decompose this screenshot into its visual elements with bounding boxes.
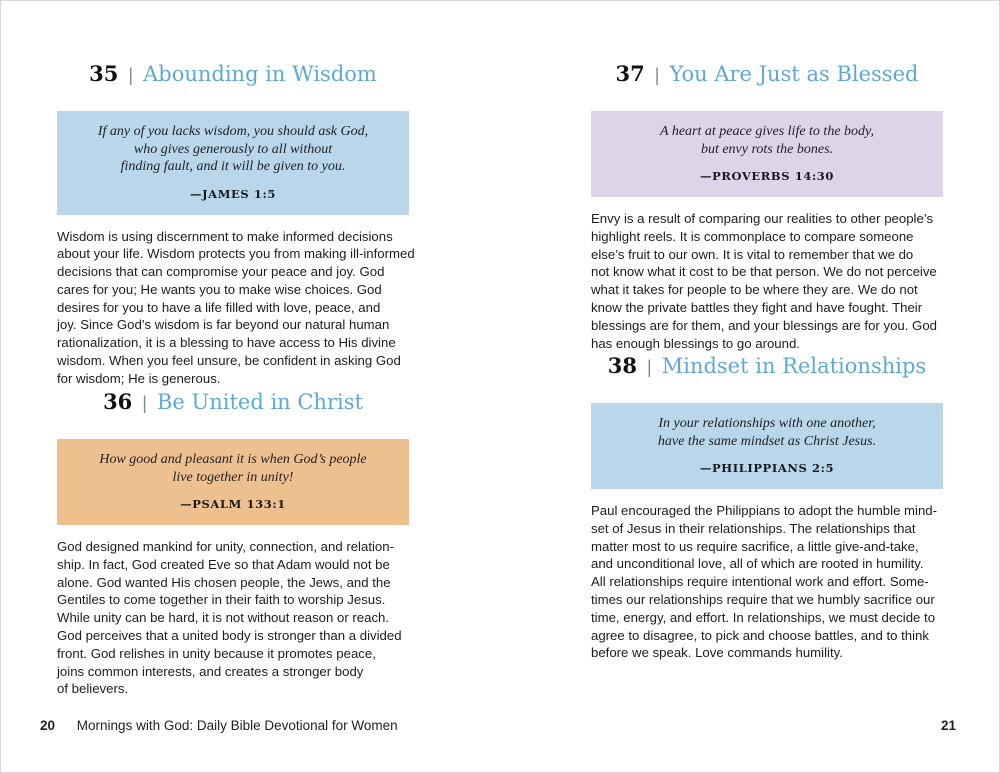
body-line: Envy is a result of comparing our realities to other people’s xyxy=(591,211,934,226)
body-line: has enough blessings to go around. xyxy=(591,335,800,351)
devotion-heading xyxy=(591,353,943,387)
body-line: decisions that can compromise your peace and joy. God xyxy=(57,264,385,280)
body-line: front. God relishes in unity because it promotes peace, xyxy=(57,645,376,661)
body-line: joy. Since God’s wisdom is far beyond our natural human xyxy=(57,317,390,333)
scripture-reference: —PHILIPPIANS 2:5 xyxy=(699,461,835,475)
scripture-box xyxy=(57,439,409,525)
heading-separator: | xyxy=(654,65,660,85)
scripture-reference: —PROVERBS 14:30 xyxy=(699,169,835,183)
heading-separator: | xyxy=(142,393,147,413)
devotion-number: 37 xyxy=(615,61,645,86)
page-number: 20 xyxy=(40,718,56,733)
footer-left xyxy=(40,718,398,733)
devotion-body xyxy=(57,228,415,388)
quote-line: If any of you lacks wisdom, you should ask God, xyxy=(97,124,369,139)
scripture-quote xyxy=(77,123,389,176)
devotion-number: 36 xyxy=(103,389,133,414)
body-line: matter most to us require sacrifice, a little give-and-take, xyxy=(591,538,919,554)
scripture-quote xyxy=(611,123,923,158)
body-line: ship. In fact, God created Eve so that Adam would not be xyxy=(57,556,390,572)
quote-line: have the same mindset as Christ Jesus. xyxy=(657,433,877,449)
devotion-36 xyxy=(57,389,409,698)
devotion-heading xyxy=(591,61,943,95)
body-line: Paul encouraged the Philippians to adopt the humble mind- xyxy=(591,503,938,518)
devotion-body xyxy=(591,210,943,352)
quote-line: finding fault, and it will be given to you. xyxy=(120,159,346,174)
body-line: and unconditional love, all of which are rooted in humility. xyxy=(591,556,924,572)
body-line: times our relationships require that we humbly sacrifice our xyxy=(591,591,935,607)
body-line: While unity can be hard, it is not without reason or reach. xyxy=(57,610,390,626)
scripture-box xyxy=(591,403,943,489)
body-line: alone. God wanted His chosen people, the Jews, and the xyxy=(57,574,391,590)
scripture-quote xyxy=(77,451,389,486)
body-line: desires for you to have a life filled with love, peace, and xyxy=(57,299,381,315)
body-line: about your life. Wisdom protects you from making ill-informed xyxy=(57,246,415,262)
devotion-number: 35 xyxy=(89,61,119,86)
body-line: time, energy, and effort. In relationships, we must decide to xyxy=(591,609,936,625)
body-line: of believers. xyxy=(57,681,129,697)
scripture-reference: —PSALM 133:1 xyxy=(180,497,286,511)
body-line: rationalization, it is a blessing to have access to His divine xyxy=(57,335,396,351)
body-line: All relationships require intentional work and effort. Some- xyxy=(591,574,929,590)
scripture-quote xyxy=(611,415,923,450)
body-line: for wisdom; He is generous. xyxy=(57,370,221,386)
devotion-heading xyxy=(57,61,409,95)
body-line: blessings are for them, and your blessings are for you. God xyxy=(591,317,937,333)
body-line: joins common interests, and creates a stronger body xyxy=(57,663,364,679)
body-line: wisdom. When you feel unsure, be confident in asking God xyxy=(57,353,401,369)
quote-line: A heart at peace gives life to the body, xyxy=(660,124,874,139)
heading-separator: | xyxy=(647,357,652,377)
devotion-heading xyxy=(57,389,409,423)
body-line: highlight reels. It is commonplace to compare someone xyxy=(591,228,914,244)
devotion-title: Abounding in Wisdom xyxy=(143,62,377,86)
quote-line: who gives generously to all without xyxy=(133,141,333,157)
body-line: set of Jesus in their relationships. The relationships that xyxy=(591,520,916,536)
heading-separator: | xyxy=(128,65,134,85)
quote-line: How good and pleasant it is when God’s people xyxy=(99,452,367,467)
body-line: God perceives that a united body is stronger than a divided xyxy=(57,627,402,643)
body-line: else’s fruit to our own. It is vital to remember that we do xyxy=(591,246,914,262)
body-line: cares for you; He wants you to make wise choices. God xyxy=(57,281,382,297)
body-line: what it takes for people to be where they are. We do not xyxy=(591,282,918,298)
body-line: before we speak. Love commands humility. xyxy=(591,645,843,661)
devotion-35 xyxy=(57,61,415,388)
devotion-title: Be United in Christ xyxy=(156,390,363,414)
scripture-box xyxy=(57,111,409,215)
devotion-title: Mindset in Relationships xyxy=(661,354,927,378)
page-number: 21 xyxy=(941,718,957,733)
scripture-box xyxy=(591,111,943,197)
body-line: agree to disagree, to pick and choose battles, and to think xyxy=(591,627,929,643)
body-line: God designed mankind for unity, connection, and relation- xyxy=(57,539,394,554)
body-line: not know what it cost to be that person. We do not perceive xyxy=(591,264,937,280)
devotion-number: 38 xyxy=(607,353,638,378)
devotion-body xyxy=(57,538,409,698)
devotion-37 xyxy=(591,61,943,352)
devotion-38 xyxy=(591,353,943,662)
devotion-title: You Are Just as Blessed xyxy=(669,62,919,86)
body-line: Wisdom is using discernment to make informed decisions xyxy=(57,228,393,244)
devotion-body xyxy=(591,502,943,662)
quote-line: In your relationships with one another, xyxy=(658,416,876,431)
body-line: Gentiles to come together in their faith to worship Jesus. xyxy=(57,592,386,608)
quote-line: live together in unity! xyxy=(172,469,294,485)
running-title: Mornings with God: Daily Bible Devotional for Women xyxy=(76,718,398,733)
scripture-reference: —JAMES 1:5 xyxy=(190,186,276,201)
body-line: know the private battles they fight and have fought. Their xyxy=(591,299,923,315)
quote-line: but envy rots the bones. xyxy=(700,141,834,157)
